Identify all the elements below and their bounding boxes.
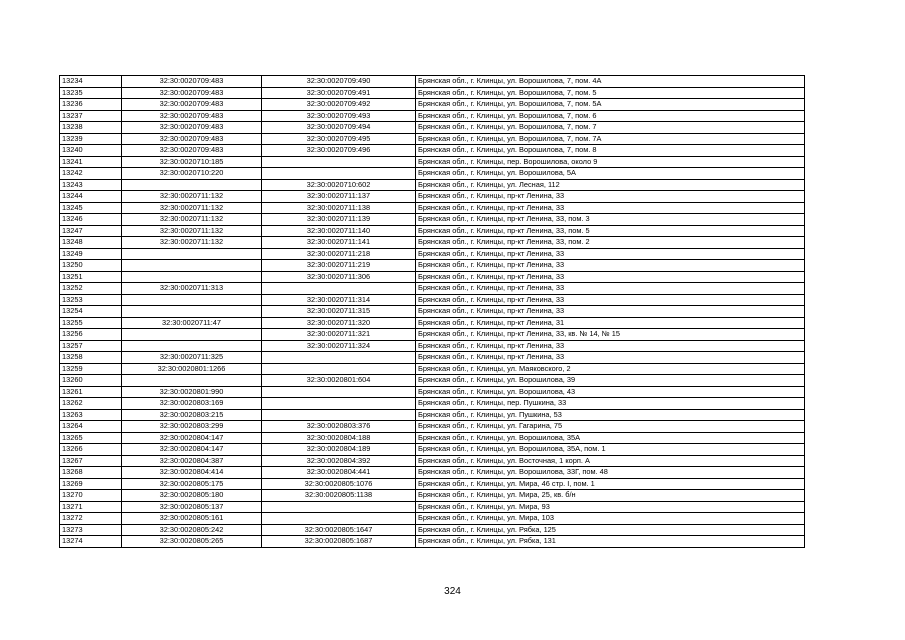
object-number-cell: 32:30:0020709:493 — [262, 110, 416, 122]
address-cell: Брянская обл., г. Клинцы, пр-кт Ленина, 33, кв. № 14, № 15 — [416, 329, 805, 341]
row-number-cell: 13259 — [60, 363, 122, 375]
parcel-number-cell: 32:30:0020710:185 — [122, 156, 262, 168]
address-cell: Брянская обл., г. Клинцы, ул. Рябка, 125 — [416, 524, 805, 536]
address-cell: Брянская обл., г. Клинцы, пер. Пушкина, 33 — [416, 398, 805, 410]
address-cell: Брянская обл., г. Клинцы, пр-кт Ленина, 33 — [416, 191, 805, 203]
parcel-number-cell: 32:30:0020804:147 — [122, 432, 262, 444]
parcel-number-cell: 32:30:0020801:1266 — [122, 363, 262, 375]
address-cell: Брянская обл., г. Клинцы, ул. Ворошилова, 7, пом. 4А — [416, 76, 805, 88]
table-row — [60, 501, 805, 513]
object-number-cell: 32:30:0020711:324 — [262, 340, 416, 352]
parcel-number-cell: 32:30:0020709:483 — [122, 99, 262, 111]
object-number-cell — [262, 409, 416, 421]
parcel-number-cell: 32:30:0020711:132 — [122, 214, 262, 226]
table-row — [60, 248, 805, 260]
address-cell: Брянская обл., г. Клинцы, ул. Ворошилова, 7, пом. 7 — [416, 122, 805, 134]
parcel-number-cell: 32:30:0020709:483 — [122, 133, 262, 145]
object-number-cell: 32:30:0020709:491 — [262, 87, 416, 99]
table-row — [60, 271, 805, 283]
object-number-cell: 32:30:0020711:141 — [262, 237, 416, 249]
table-row — [60, 99, 805, 111]
row-number-cell: 13252 — [60, 283, 122, 295]
object-number-cell: 32:30:0020805:1687 — [262, 536, 416, 548]
parcel-number-cell: 32:30:0020709:483 — [122, 110, 262, 122]
address-cell: Брянская обл., г. Клинцы, ул. Ворошилова, 7, пом. 5 — [416, 87, 805, 99]
address-cell: Брянская обл., г. Клинцы, ул. Ворошилова, 7, пом. 7А — [416, 133, 805, 145]
parcel-number-cell: 32:30:0020803:299 — [122, 421, 262, 433]
table-row — [60, 225, 805, 237]
table-row — [60, 214, 805, 226]
row-number-cell: 13245 — [60, 202, 122, 214]
address-cell: Брянская обл., г. Клинцы, ул. Ворошилова, 35А, пом. 1 — [416, 444, 805, 456]
object-number-cell: 32:30:0020803:376 — [262, 421, 416, 433]
table-row — [60, 467, 805, 479]
row-number-cell: 13250 — [60, 260, 122, 272]
address-cell: Брянская обл., г. Клинцы, пр-кт Ленина, 33, пом. 5 — [416, 225, 805, 237]
table-row — [60, 122, 805, 134]
address-cell: Брянская обл., г. Клинцы, ул. Лесная, 112 — [416, 179, 805, 191]
parcel-number-cell: 32:30:0020711:132 — [122, 225, 262, 237]
address-cell: Брянская обл., г. Клинцы, ул. Восточная, 1 корп. А — [416, 455, 805, 467]
parcel-number-cell: 32:30:0020805:265 — [122, 536, 262, 548]
parcel-number-cell — [122, 294, 262, 306]
row-number-cell: 13261 — [60, 386, 122, 398]
address-cell: Брянская обл., г. Клинцы, ул. Ворошилова, 43 — [416, 386, 805, 398]
parcel-number-cell: 32:30:0020801:990 — [122, 386, 262, 398]
table-row — [60, 386, 805, 398]
row-number-cell: 13253 — [60, 294, 122, 306]
row-number-cell: 13243 — [60, 179, 122, 191]
row-number-cell: 13266 — [60, 444, 122, 456]
address-cell: Брянская обл., г. Клинцы, пр-кт Ленина, 33, пом. 3 — [416, 214, 805, 226]
address-cell: Брянская обл., г. Клинцы, ул. Мира, 103 — [416, 513, 805, 525]
parcel-number-cell — [122, 306, 262, 318]
row-number-cell: 13255 — [60, 317, 122, 329]
address-cell: Брянская обл., г. Клинцы, пр-кт Ленина, 33 — [416, 294, 805, 306]
parcel-number-cell: 32:30:0020711:132 — [122, 191, 262, 203]
object-number-cell: 32:30:0020709:490 — [262, 76, 416, 88]
address-cell: Брянская обл., г. Клинцы, ул. Ворошилова, 7, пом. 5А — [416, 99, 805, 111]
parcel-number-cell — [122, 248, 262, 260]
table-row — [60, 329, 805, 341]
object-number-cell: 32:30:0020804:392 — [262, 455, 416, 467]
table-row — [60, 513, 805, 525]
address-cell: Брянская обл., г. Клинцы, пр-кт Ленина, 33 — [416, 260, 805, 272]
parcel-number-cell: 32:30:0020709:483 — [122, 122, 262, 134]
row-number-cell: 13237 — [60, 110, 122, 122]
row-number-cell: 13241 — [60, 156, 122, 168]
row-number-cell: 13263 — [60, 409, 122, 421]
address-cell: Брянская обл., г. Клинцы, пр-кт Ленина, 33 — [416, 248, 805, 260]
object-number-cell: 32:30:0020711:306 — [262, 271, 416, 283]
row-number-cell: 13249 — [60, 248, 122, 260]
table-row — [60, 409, 805, 421]
object-number-cell: 32:30:0020801:604 — [262, 375, 416, 387]
address-cell: Брянская обл., г. Клинцы, ул. Ворошилова, 35А — [416, 432, 805, 444]
address-cell: Брянская обл., г. Клинцы, ул. Пушкина, 53 — [416, 409, 805, 421]
row-number-cell: 13257 — [60, 340, 122, 352]
table-row — [60, 490, 805, 502]
row-number-cell: 13239 — [60, 133, 122, 145]
row-number-cell: 13240 — [60, 145, 122, 157]
parcel-number-cell: 32:30:0020805:161 — [122, 513, 262, 525]
parcel-number-cell: 32:30:0020711:47 — [122, 317, 262, 329]
table-row — [60, 202, 805, 214]
row-number-cell: 13256 — [60, 329, 122, 341]
table-row — [60, 536, 805, 548]
row-number-cell: 13260 — [60, 375, 122, 387]
row-number-cell: 13268 — [60, 467, 122, 479]
object-number-cell — [262, 398, 416, 410]
parcel-number-cell — [122, 329, 262, 341]
object-number-cell: 32:30:0020711:140 — [262, 225, 416, 237]
table-row — [60, 179, 805, 191]
row-number-cell: 13235 — [60, 87, 122, 99]
address-cell: Брянская обл., г. Клинцы, пр-кт Ленина, 31 — [416, 317, 805, 329]
parcel-number-cell — [122, 179, 262, 191]
object-number-cell — [262, 363, 416, 375]
parcel-number-cell: 32:30:0020805:137 — [122, 501, 262, 513]
table-row — [60, 260, 805, 272]
row-number-cell: 13272 — [60, 513, 122, 525]
address-cell: Брянская обл., г. Клинцы, пр-кт Ленина, 33 — [416, 271, 805, 283]
object-number-cell: 32:30:0020711:321 — [262, 329, 416, 341]
row-number-cell: 13269 — [60, 478, 122, 490]
object-number-cell: 32:30:0020805:1138 — [262, 490, 416, 502]
object-number-cell: 32:30:0020709:496 — [262, 145, 416, 157]
address-cell: Брянская обл., г. Клинцы, ул. Ворошилова, 5А — [416, 168, 805, 180]
row-number-cell: 13242 — [60, 168, 122, 180]
table-row — [60, 317, 805, 329]
row-number-cell: 13251 — [60, 271, 122, 283]
row-number-cell: 13258 — [60, 352, 122, 364]
parcel-number-cell — [122, 340, 262, 352]
address-cell: Брянская обл., г. Клинцы, пер. Ворошилова, около 9 — [416, 156, 805, 168]
parcel-number-cell: 32:30:0020804:414 — [122, 467, 262, 479]
table-row — [60, 524, 805, 536]
object-number-cell: 32:30:0020710:602 — [262, 179, 416, 191]
parcel-number-cell: 32:30:0020805:242 — [122, 524, 262, 536]
object-number-cell — [262, 501, 416, 513]
address-cell: Брянская обл., г. Клинцы, ул. Ворошилова, 33Г, пом. 48 — [416, 467, 805, 479]
object-number-cell: 32:30:0020709:492 — [262, 99, 416, 111]
table-row — [60, 421, 805, 433]
row-number-cell: 13236 — [60, 99, 122, 111]
row-number-cell: 13267 — [60, 455, 122, 467]
parcel-number-cell: 32:30:0020805:175 — [122, 478, 262, 490]
address-cell: Брянская обл., г. Клинцы, ул. Ворошилова, 39 — [416, 375, 805, 387]
object-number-cell: 32:30:0020709:494 — [262, 122, 416, 134]
address-cell: Брянская обл., г. Клинцы, ул. Гагарина, 75 — [416, 421, 805, 433]
row-number-cell: 13238 — [60, 122, 122, 134]
object-number-cell: 32:30:0020804:441 — [262, 467, 416, 479]
table-row — [60, 294, 805, 306]
table-row — [60, 168, 805, 180]
parcel-number-cell: 32:30:0020709:483 — [122, 87, 262, 99]
table-row — [60, 110, 805, 122]
parcel-number-cell: 32:30:0020804:387 — [122, 455, 262, 467]
row-number-cell: 13265 — [60, 432, 122, 444]
object-number-cell: 32:30:0020804:188 — [262, 432, 416, 444]
address-cell: Брянская обл., г. Клинцы, ул. Маяковского, 2 — [416, 363, 805, 375]
table-row — [60, 432, 805, 444]
row-number-cell: 13270 — [60, 490, 122, 502]
row-number-cell: 13262 — [60, 398, 122, 410]
parcel-number-cell — [122, 375, 262, 387]
object-number-cell: 32:30:0020805:1647 — [262, 524, 416, 536]
page-number: 324 — [444, 586, 461, 597]
row-number-cell: 13247 — [60, 225, 122, 237]
address-cell: Брянская обл., г. Клинцы, ул. Мира, 46 стр. I, пом. 1 — [416, 478, 805, 490]
registry-table — [59, 75, 805, 548]
parcel-number-cell: 32:30:0020711:313 — [122, 283, 262, 295]
row-number-cell: 13246 — [60, 214, 122, 226]
parcel-number-cell: 32:30:0020711:132 — [122, 202, 262, 214]
object-number-cell — [262, 352, 416, 364]
parcel-number-cell: 32:30:0020805:180 — [122, 490, 262, 502]
address-cell: Брянская обл., г. Клинцы, пр-кт Ленина, 33 — [416, 306, 805, 318]
registry-table-body — [60, 76, 805, 548]
parcel-number-cell: 32:30:0020711:132 — [122, 237, 262, 249]
address-cell: Брянская обл., г. Клинцы, пр-кт Ленина, 33 — [416, 202, 805, 214]
parcel-number-cell — [122, 260, 262, 272]
row-number-cell: 13271 — [60, 501, 122, 513]
address-cell: Брянская обл., г. Клинцы, ул. Мира, 93 — [416, 501, 805, 513]
table-row — [60, 156, 805, 168]
object-number-cell: 32:30:0020711:315 — [262, 306, 416, 318]
table-row — [60, 76, 805, 88]
table-row — [60, 398, 805, 410]
object-number-cell: 32:30:0020711:218 — [262, 248, 416, 260]
parcel-number-cell: 32:30:0020709:483 — [122, 145, 262, 157]
object-number-cell: 32:30:0020805:1076 — [262, 478, 416, 490]
object-number-cell — [262, 168, 416, 180]
table-row — [60, 363, 805, 375]
table-row — [60, 133, 805, 145]
table-row — [60, 352, 805, 364]
object-number-cell — [262, 156, 416, 168]
object-number-cell — [262, 513, 416, 525]
table-row — [60, 283, 805, 295]
table-row — [60, 478, 805, 490]
object-number-cell: 32:30:0020711:219 — [262, 260, 416, 272]
object-number-cell: 32:30:0020711:320 — [262, 317, 416, 329]
parcel-number-cell: 32:30:0020709:483 — [122, 76, 262, 88]
object-number-cell: 32:30:0020711:314 — [262, 294, 416, 306]
row-number-cell: 13254 — [60, 306, 122, 318]
parcel-number-cell: 32:30:0020711:325 — [122, 352, 262, 364]
table-row — [60, 237, 805, 249]
row-number-cell: 13264 — [60, 421, 122, 433]
parcel-number-cell — [122, 271, 262, 283]
row-number-cell: 13274 — [60, 536, 122, 548]
address-cell: Брянская обл., г. Клинцы, пр-кт Ленина, 33 — [416, 352, 805, 364]
object-number-cell — [262, 386, 416, 398]
row-number-cell: 13244 — [60, 191, 122, 203]
table-row — [60, 306, 805, 318]
table-row — [60, 87, 805, 99]
address-cell: Брянская обл., г. Клинцы, ул. Рябка, 131 — [416, 536, 805, 548]
address-cell: Брянская обл., г. Клинцы, ул. Ворошилова, 7, пом. 8 — [416, 145, 805, 157]
object-number-cell: 32:30:0020804:189 — [262, 444, 416, 456]
object-number-cell: 32:30:0020711:137 — [262, 191, 416, 203]
row-number-cell: 13273 — [60, 524, 122, 536]
table-row — [60, 340, 805, 352]
table-row — [60, 375, 805, 387]
address-cell: Брянская обл., г. Клинцы, ул. Ворошилова, 7, пом. 6 — [416, 110, 805, 122]
address-cell: Брянская обл., г. Клинцы, пр-кт Ленина, 33 — [416, 283, 805, 295]
address-cell: Брянская обл., г. Клинцы, ул. Мира, 25, кв. б/н — [416, 490, 805, 502]
object-number-cell: 32:30:0020711:139 — [262, 214, 416, 226]
parcel-number-cell: 32:30:0020803:169 — [122, 398, 262, 410]
address-cell: Брянская обл., г. Клинцы, пр-кт Ленина, 33 — [416, 340, 805, 352]
table-row — [60, 191, 805, 203]
table-row — [60, 145, 805, 157]
object-number-cell: 32:30:0020711:138 — [262, 202, 416, 214]
row-number-cell: 13248 — [60, 237, 122, 249]
address-cell: Брянская обл., г. Клинцы, пр-кт Ленина, 33, пом. 2 — [416, 237, 805, 249]
table-row — [60, 455, 805, 467]
row-number-cell: 13234 — [60, 76, 122, 88]
object-number-cell — [262, 283, 416, 295]
parcel-number-cell: 32:30:0020803:215 — [122, 409, 262, 421]
object-number-cell: 32:30:0020709:495 — [262, 133, 416, 145]
parcel-number-cell: 32:30:0020804:147 — [122, 444, 262, 456]
parcel-number-cell: 32:30:0020710:220 — [122, 168, 262, 180]
table-row — [60, 444, 805, 456]
